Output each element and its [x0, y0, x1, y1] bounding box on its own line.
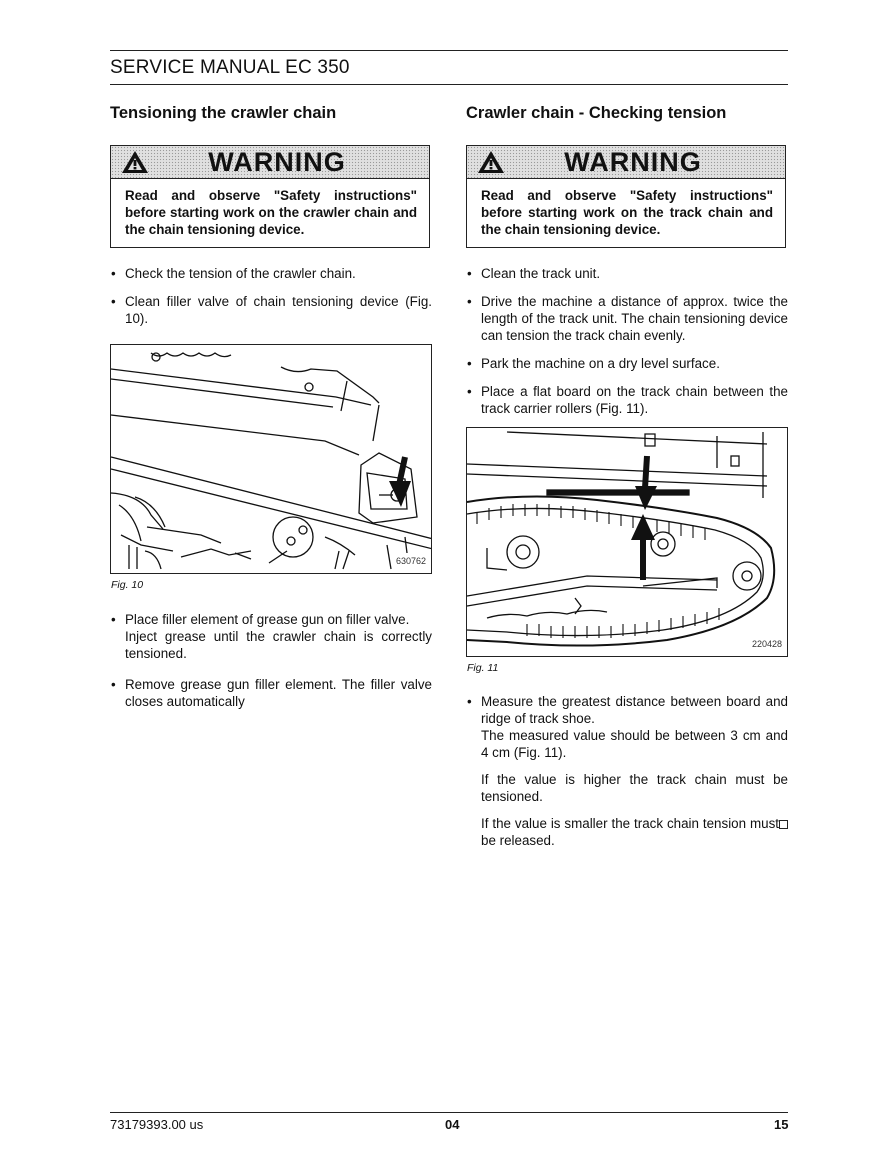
bullet-text: Measure the greatest distance between board and ridge of track shoe. — [481, 694, 788, 726]
list-item: • Clean the track unit. — [466, 265, 788, 282]
list-item: • Clean filler valve of chain tensioning device (Fig. 10). — [110, 293, 432, 327]
bullet-list-after-fig11 — [466, 693, 788, 849]
bullet-paragraph-text: If the value is smaller the track chain tension must be released. — [481, 816, 779, 848]
footer-page-number: 15 — [774, 1117, 789, 1132]
list-item — [110, 611, 432, 662]
bullet-text: Place filler element of grease gun on filler valve. — [125, 612, 410, 627]
list-item: • Park the machine on a dry level surface. — [466, 355, 788, 372]
figure-number: 630762 — [395, 553, 427, 570]
footer-rule — [110, 1112, 788, 1113]
figure-caption: Fig. 10 — [111, 579, 144, 591]
warning-box-left — [110, 145, 430, 248]
warning-header — [467, 146, 785, 179]
list-item: • Check the tension of the crawler chain. — [110, 265, 432, 282]
bullet-subtext: The measured value should be between 3 cm and 4 cm (Fig. 11). — [481, 728, 788, 760]
warning-text: Read and observe "Safety instructions" before starting work on the crawler chain and the chain tensioning device. — [125, 188, 417, 237]
list-item: • Remove grease gun filler element. The filler valve closes automatically — [110, 676, 432, 710]
footer-doc-number: 73179393.00 us — [110, 1117, 204, 1132]
right-column — [466, 103, 788, 860]
warning-header — [111, 146, 429, 179]
bullet-subtext: Inject grease until the crawler chain is correctly tensioned. — [125, 629, 432, 661]
tensioner-illustration — [111, 345, 431, 573]
bullet-paragraph-last — [481, 815, 788, 849]
end-of-section-icon — [779, 820, 788, 829]
section-heading-checking: Crawler chain - Checking tension — [466, 104, 727, 122]
figure-10 — [110, 344, 432, 574]
list-item: • Drive the machine a distance of approx. twice the length of the track unit. The chain tensioning device can tension the track chain evenly. — [466, 293, 788, 344]
bullet-list-before-fig10 — [110, 265, 432, 327]
footer-section: 04 — [445, 1117, 460, 1132]
section-heading-tensioning: Tensioning the crawler chain — [110, 104, 337, 122]
figure-11 — [466, 427, 788, 657]
bullet-list-before-fig11 — [466, 265, 788, 417]
warning-label: WARNING — [564, 147, 702, 177]
figure-number: 220428 — [751, 636, 783, 653]
list-item — [466, 693, 788, 849]
track-chain-illustration — [467, 428, 787, 656]
header-rule-top — [110, 50, 788, 51]
bullet-list-after-fig10 — [110, 611, 432, 710]
manual-title: SERVICE MANUAL EC 350 — [110, 57, 350, 78]
bullet-paragraph: If the value is higher the track chain must be tensioned. — [481, 772, 788, 804]
header-rule-bottom — [110, 84, 788, 85]
figure-caption: Fig. 11 — [467, 662, 499, 674]
warning-text: Read and observe "Safety instructions" before starting work on the track chain and the chain tensioning device. — [481, 188, 773, 237]
left-column — [110, 103, 432, 721]
warning-label: WARNING — [208, 147, 346, 177]
list-item: • Place a flat board on the track chain between the track carrier rollers (Fig. 11). — [466, 383, 788, 417]
warning-box-right — [466, 145, 786, 248]
